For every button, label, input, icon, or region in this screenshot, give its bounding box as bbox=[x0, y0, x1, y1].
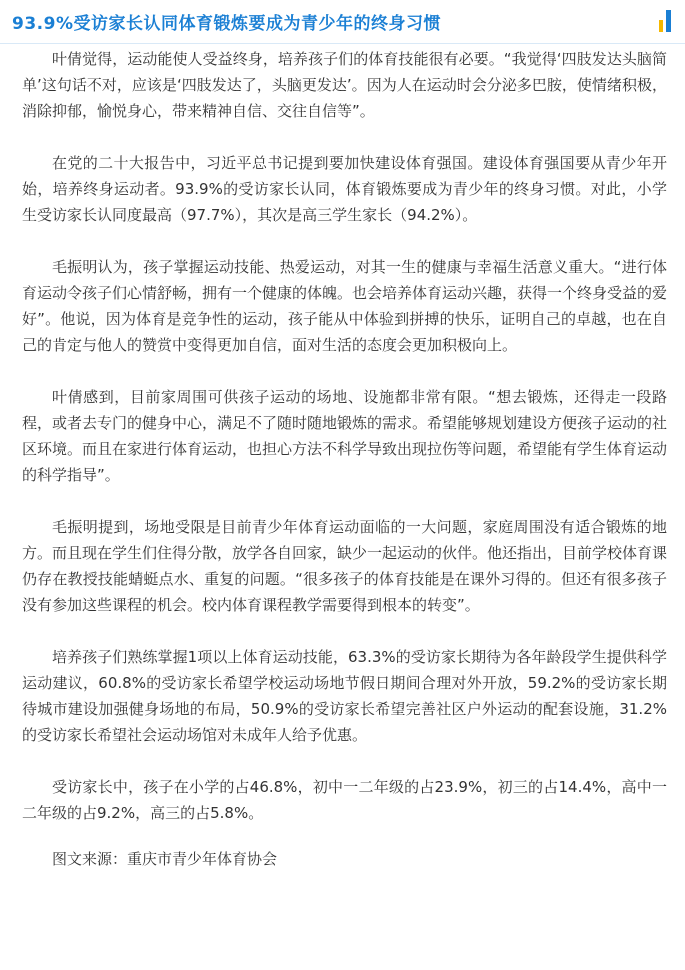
article-title: 93.9%受访家长认同体育锻炼要成为青少年的终身习惯 bbox=[12, 14, 441, 34]
paragraph: 叶倩觉得，运动能使人受益终身，培养孩子们的体育技能很有必要。“我觉得‘四肢发达头脑简单’这句话不对，应该是‘四肢发达了，头脑更发达’。因为人在运动时会分泌多巴胺，使情绪积极，消除抑郁，愉悦身心，带来精神自信、交往自信等”。 bbox=[22, 50, 667, 120]
paragraph: 受访家长中，孩子在小学的占46.8%，初中一二年级的占23.9%，初三的占14.4%，高中一二年级的占9.2%，高三的占5.8%。 bbox=[22, 778, 667, 822]
paragraph: 培养孩子们熟练掌握1项以上体育运动技能，63.3%的受访家长期待为各年龄段学生提供科学运动建议，60.8%的受访家长希望学校运动场地节假日期间合理对外开放，59.2%的受访家长期待城市建设加强健身场地的布局，50.9%的受访家长希望完善社区户外运动的配套设施，31.2%的受访家长希望社会运动场馆对未成年人给予优惠。 bbox=[22, 648, 667, 744]
title-decoration-icon bbox=[659, 10, 671, 32]
paragraph: 叶倩感到，目前家周围可供孩子运动的场地、设施都非常有限。“想去锻炼，还得走一段路程，或者去专门的健身中心，满足不了随时随地锻炼的需求。希望能够规划建设方便孩子运动的社区环境。而且在家进行体育运动，也担心方法不科学导致出现拉伤等问题，希望能有学生体育运动的科学指导”。 bbox=[22, 388, 668, 484]
decoration-bar-yellow bbox=[659, 20, 663, 32]
decoration-bar-blue bbox=[666, 10, 671, 32]
article-header bbox=[0, 0, 685, 44]
source-credit: 图文来源：重庆市青少年体育协会 bbox=[52, 850, 278, 868]
paragraph: 在党的二十大报告中，习近平总书记提到要加快建设体育强国。建设体育强国要从青少年开始，培养终身运动者。93.9%的受访家长认同，体育锻炼要成为青少年的终身习惯。对此，小学生受访家长认同度最高（97.7%），其次是高三学生家长（94.2%）。 bbox=[22, 154, 667, 224]
paragraph: 毛振明提到，场地受限是目前青少年体育运动面临的一大问题，家庭周围没有适合锻炼的地方。而且现在学生们住得分散，放学各自回家，缺少一起运动的伙伴。他还指出，目前学校体育课仍存在教授技能蜻蜓点水、重复的问题。“很多孩子的体育技能是在课外习得的。但还有很多孩子没有参加这些课程的机会。校内体育课程教学需要得到根本的转变”。 bbox=[22, 518, 668, 614]
paragraph: 毛振明认为，孩子掌握运动技能、热爱运动，对其一生的健康与幸福生活意义重大。“进行体育运动令孩子们心情舒畅，拥有一个健康的体魄。也会培养体育运动兴趣，获得一个终身受益的爱好”。他说，因为体育是竞争性的运动，孩子能从中体验到拼搏的快乐，证明自己的卓越，也在自己的肯定与他人的赞赏中变得更加自信，面对生活的态度会更加积极向上。 bbox=[22, 258, 668, 354]
article-body bbox=[22, 46, 667, 872]
